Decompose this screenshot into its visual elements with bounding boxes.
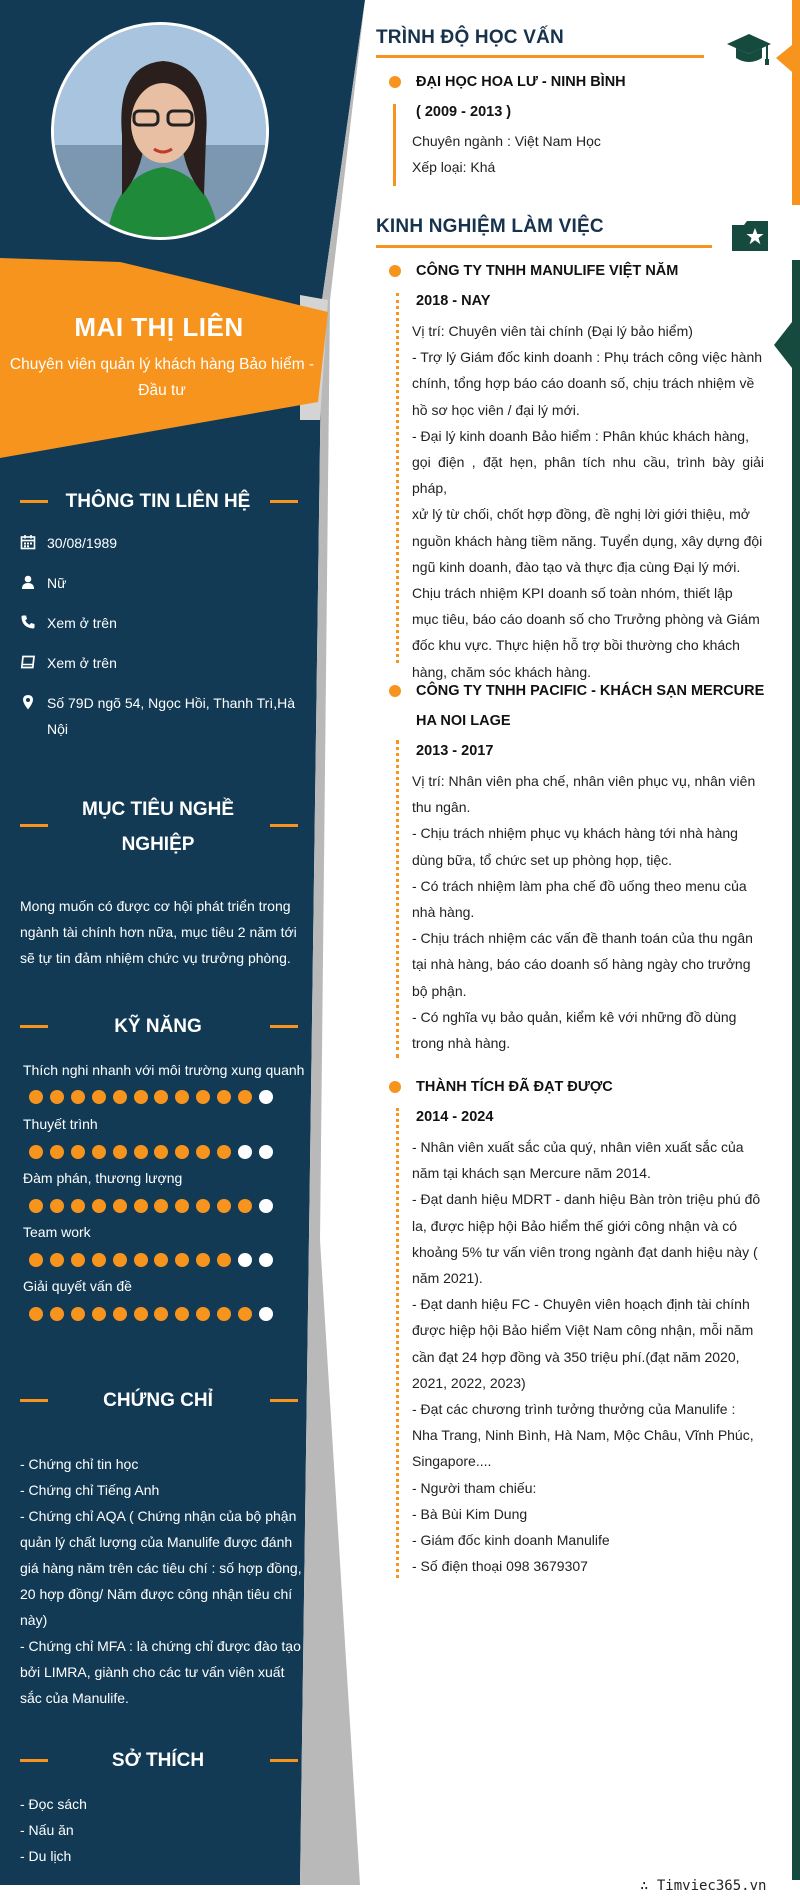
heading-dash-left bbox=[20, 1759, 48, 1762]
objective-line: Mong muốn có được cơ hội phát triển trong bbox=[20, 898, 291, 914]
skill-dot-empty bbox=[259, 1307, 273, 1321]
email-icon bbox=[20, 654, 36, 670]
heading-dash-left bbox=[20, 1399, 48, 1402]
achievement-line: - Người tham chiếu: bbox=[412, 1479, 537, 1496]
objective-heading-line-2: NGHIỆP bbox=[121, 834, 195, 855]
skill-dot-filled bbox=[71, 1199, 85, 1213]
timeline-dotted-line bbox=[396, 293, 399, 663]
education-heading-rule bbox=[376, 55, 704, 58]
job-company-line-1: CÔNG TY TNHH PACIFIC - KHÁCH SẠN MERCURE bbox=[416, 683, 765, 699]
profile-title-line-2: Đầu tư bbox=[138, 382, 186, 399]
job-line: nguồn khách hàng tiềm năng. Tuyển dụng, xây dựng đội bbox=[412, 532, 763, 549]
job-line: - Có trách nhiệm làm pha chế đồ uống theo menu của bbox=[412, 877, 747, 894]
job-company-line-2: HA NOI LAGE bbox=[416, 713, 511, 729]
contact-address-line-1: Số 79D ngõ 54, Ngọc Hồi, Thanh Trì,Hà bbox=[47, 695, 295, 711]
skill-dot-filled bbox=[134, 1090, 148, 1104]
achievement-line: năm tại khách sạn Mercure năm 2014. bbox=[412, 1165, 651, 1182]
education-period: ( 2009 - 2013 ) bbox=[416, 104, 512, 120]
contact-gender bbox=[20, 570, 300, 596]
job-line: tại nhà hàng, báo cáo doanh số hàng ngày cho trưởng bbox=[412, 956, 751, 973]
skill-dot-empty bbox=[259, 1145, 273, 1159]
hobbies-list bbox=[20, 1791, 302, 1869]
user-icon bbox=[20, 574, 36, 590]
certificates-list bbox=[20, 1451, 302, 1711]
skill-name: Thuyết trình bbox=[23, 1116, 98, 1132]
certificate-line: - Chứng chỉ Tiếng Anh bbox=[20, 1482, 160, 1498]
skill-dot-filled bbox=[29, 1145, 43, 1159]
job-period: 2013 - 2017 bbox=[416, 743, 494, 759]
timeline-bullet bbox=[389, 685, 401, 697]
heading-dash-right bbox=[270, 1759, 298, 1762]
skill-dot-filled bbox=[217, 1199, 231, 1213]
skill-dot-filled bbox=[50, 1307, 64, 1321]
skill-dot-filled bbox=[238, 1090, 252, 1104]
job-line: trong nhà hàng. bbox=[412, 1035, 511, 1052]
skill-dot-empty bbox=[259, 1090, 273, 1104]
education-line: Chuyên ngành : Việt Nam Học bbox=[412, 133, 601, 149]
job-line: nhà hàng. bbox=[412, 904, 475, 921]
skill-dot-filled bbox=[113, 1090, 127, 1104]
hobbies-heading-text: SỞ THÍCH bbox=[111, 1750, 205, 1771]
location-icon bbox=[20, 694, 36, 710]
objective-heading bbox=[18, 792, 298, 862]
achievement-line: - Số điện thoại 098 3679307 bbox=[412, 1558, 588, 1575]
job-line: - Có nghĩa vụ bảo quản, kiểm kê với những đồ dùng bbox=[412, 1008, 737, 1025]
certificate-line: giá hàng năm trên các tiêu chí : số hợp đồng, bbox=[20, 1560, 302, 1576]
skill-dot-filled bbox=[217, 1090, 231, 1104]
achievement-line: Singapore.... bbox=[412, 1453, 492, 1470]
contact-gender-text: Nữ bbox=[47, 575, 67, 591]
heading-dash-left bbox=[20, 500, 48, 503]
skill-dot-filled bbox=[92, 1090, 106, 1104]
objective-text bbox=[20, 893, 302, 971]
skill-name: Thích nghi nhanh với môi trường xung quanh bbox=[23, 1062, 305, 1078]
achievements-heading: THÀNH TÍCH ĐÃ ĐẠT ĐƯỢC bbox=[416, 1079, 613, 1095]
skill-dot-filled bbox=[71, 1253, 85, 1267]
contact-address bbox=[20, 690, 300, 742]
job-line: ngũ kinh doanh, đào tạo và thực địa cùng Đại lý mới. bbox=[412, 558, 741, 575]
objective-line: ngành tài chính hơn nữa, mục tiêu 2 năm tới bbox=[20, 924, 297, 940]
hobby-line: - Nấu ăn bbox=[20, 1822, 74, 1838]
job-description bbox=[412, 318, 764, 685]
skill-dot-filled bbox=[134, 1307, 148, 1321]
achievement-line: được hiệp hội Bảo hiểm Việt Nam công nhận, mỗi năm bbox=[412, 1322, 754, 1339]
job-line: đốc khu vực. Thực hiện hỗ trợ bồi thường cho khách bbox=[412, 637, 740, 654]
job-line: xử lý từ chối, chốt hợp đồng, đề nghị lời giới thiệu, mở bbox=[412, 506, 750, 523]
skill-dot-empty bbox=[238, 1253, 252, 1267]
skill-dot-filled bbox=[238, 1199, 252, 1213]
certificates-heading-text: CHỨNG CHỈ bbox=[103, 1390, 213, 1411]
graduation-cap-icon bbox=[726, 32, 772, 68]
skill-dot-filled bbox=[29, 1090, 43, 1104]
heading-dash-right bbox=[270, 1399, 298, 1402]
skill-dot-filled bbox=[92, 1307, 106, 1321]
skill-dot-filled bbox=[71, 1090, 85, 1104]
certificate-line: 20 hợp đồng/ Năm được công nhận tiêu chí bbox=[20, 1586, 293, 1602]
heading-dash-right bbox=[270, 824, 298, 827]
certificates-heading bbox=[18, 1383, 298, 1418]
hobby-line: - Du lịch bbox=[20, 1848, 72, 1864]
achievement-line: - Giám đốc kinh doanh Manulife bbox=[412, 1532, 610, 1549]
achievement-line: 2021, 2022, 2023) bbox=[412, 1374, 526, 1391]
certificate-line: quản lý chất lượng của Manulife được đánh bbox=[20, 1534, 293, 1550]
job-line: Chịu trách nhiệm KPI doanh số toàn nhóm, thiết lập bbox=[412, 585, 733, 602]
skill-dot-filled bbox=[134, 1145, 148, 1159]
skill-dot-filled bbox=[92, 1199, 106, 1213]
job-line: mục tiêu, báo cáo doanh số cho Trưởng phòng và Giám bbox=[412, 611, 760, 628]
skill-dot-filled bbox=[50, 1145, 64, 1159]
heading-dash-left bbox=[20, 824, 48, 827]
objective-heading-line-1: MỤC TIÊU NGHỀ bbox=[82, 799, 234, 820]
watermark: ∴ Timviec365.vn bbox=[640, 1878, 767, 1894]
timeline-bullet bbox=[389, 1081, 401, 1093]
folder-star-icon bbox=[730, 219, 770, 253]
job-line: hồ sơ học viên / đại lý mới. bbox=[412, 401, 580, 418]
skill-dot-filled bbox=[71, 1307, 85, 1321]
job-period: 2018 - NAY bbox=[416, 293, 491, 309]
skill-dot-filled bbox=[134, 1199, 148, 1213]
certificate-line: - Chứng chỉ tin học bbox=[20, 1456, 139, 1472]
skill-dot-filled bbox=[50, 1090, 64, 1104]
achievement-line: - Nhân viên xuất sắc của quý, nhân viên xuất sắc của bbox=[412, 1139, 744, 1155]
contact-phone-text: Xem ở trên bbox=[47, 615, 117, 631]
timeline-dotted-line bbox=[396, 1108, 399, 1578]
profile-title-line-1: Chuyên viên quản lý khách hàng Bảo hiểm - bbox=[9, 356, 315, 373]
skill-dot-filled bbox=[217, 1145, 231, 1159]
certificate-line: - Chứng chỉ MFA : là chứng chỉ được đào tạo bbox=[20, 1638, 301, 1654]
experience-heading: KINH NGHIỆM LÀM VIỆC bbox=[376, 216, 604, 237]
job-line: chính, tổng hợp báo cáo doanh số, chịu trách nhiệm về bbox=[412, 375, 755, 392]
phone-icon bbox=[20, 614, 36, 630]
contact-heading-text: THÔNG TIN LIÊN HỆ bbox=[65, 491, 251, 512]
job-line: thu ngân. bbox=[412, 799, 471, 816]
skill-dot-filled bbox=[217, 1307, 231, 1321]
education-heading: TRÌNH ĐỘ HỌC VẤN bbox=[376, 27, 564, 48]
achievement-line: - Đạt danh hiệu FC - Chuyên viên hoạch định tài chính bbox=[412, 1296, 750, 1313]
job-line: bộ phận. bbox=[412, 982, 467, 999]
profile-name: MAI THỊ LIÊN bbox=[74, 312, 244, 342]
skill-name: Team work bbox=[23, 1224, 91, 1240]
achievement-line: la, được hiệp hội Bảo hiểm thế giới công nhận và có bbox=[412, 1217, 738, 1234]
skill-dot-filled bbox=[113, 1253, 127, 1267]
job-company: CÔNG TY TNHH MANULIFE VIỆT NĂM bbox=[416, 263, 679, 279]
hobbies-heading bbox=[18, 1743, 298, 1778]
skill-dot-filled bbox=[134, 1253, 148, 1267]
profile-title bbox=[6, 352, 318, 404]
timeline-bullet bbox=[389, 76, 401, 88]
avatar bbox=[51, 22, 269, 240]
contact-birthday-text: 30/08/1989 bbox=[47, 535, 118, 551]
heading-dash-right bbox=[270, 500, 298, 503]
contact-phone bbox=[20, 610, 300, 636]
skill-dot-filled bbox=[113, 1199, 127, 1213]
avatar-portrait bbox=[54, 25, 269, 240]
calendar-icon bbox=[20, 534, 36, 550]
skill-dot-filled bbox=[113, 1145, 127, 1159]
certificate-line: này) bbox=[20, 1612, 48, 1628]
achievement-line: cần đạt 24 hợp đồng và 350 triệu phí.(đạt năm 2020, bbox=[412, 1348, 740, 1365]
education-school: ĐẠI HỌC HOA LƯ - NINH BÌNH bbox=[416, 74, 626, 90]
skill-dot-filled bbox=[217, 1253, 231, 1267]
job-line: - Trợ lý Giám đốc kinh doanh : Phụ trách công việc hành bbox=[412, 349, 763, 366]
skill-dot-empty bbox=[259, 1199, 273, 1213]
skill-dot-filled bbox=[71, 1145, 85, 1159]
achievement-line: - Bà Bùi Kim Dung bbox=[412, 1505, 528, 1522]
contact-email bbox=[20, 650, 300, 676]
skill-dot-filled bbox=[50, 1253, 64, 1267]
skill-dot-filled bbox=[50, 1199, 64, 1213]
skill-dot-empty bbox=[238, 1145, 252, 1159]
contact-heading bbox=[18, 484, 298, 519]
achievement-line: năm 2021). bbox=[412, 1270, 483, 1287]
job-line: - Chịu trách nhiệm phục vụ khách hàng tới nhà hàng bbox=[412, 825, 738, 842]
achievement-line: - Đạt các chương trình tưởng thưởng của Manulife : bbox=[412, 1401, 736, 1418]
hobby-line: - Đọc sách bbox=[20, 1796, 87, 1812]
skills-heading bbox=[18, 1009, 298, 1044]
achievement-line: khoảng 5% tư vấn viên trong ngành đạt danh hiệu này ( bbox=[412, 1243, 758, 1260]
certificate-line: - Chứng chỉ AQA ( Chứng nhận của bộ phận bbox=[20, 1508, 297, 1524]
skill-dot-filled bbox=[29, 1253, 43, 1267]
skill-dot-filled bbox=[92, 1145, 106, 1159]
contact-email-text: Xem ở trên bbox=[47, 655, 117, 671]
achievements-description bbox=[412, 1134, 764, 1579]
skill-dot-filled bbox=[238, 1307, 252, 1321]
skill-name: Giải quyết vấn đề bbox=[23, 1278, 132, 1294]
job-line: dùng bữa, tổ chức set up phòng họp, tiệc. bbox=[412, 851, 673, 868]
job-line: hàng, chăm sóc khách hàng. bbox=[412, 663, 592, 680]
job-line: Vị trí: Nhân viên pha chế, nhân viên phục vụ, nhân viên bbox=[412, 773, 756, 789]
contact-address-line-2: Nội bbox=[47, 721, 69, 737]
achievement-line: - Đạt danh hiệu MDRT - danh hiệu Bàn tròn triệu phú đô bbox=[412, 1191, 761, 1208]
job-line: - Chịu trách nhiệm các vấn đề thanh toán của thu ngân bbox=[412, 930, 753, 947]
heading-dash-right bbox=[270, 1025, 298, 1028]
education-timeline-line bbox=[393, 104, 396, 186]
skill-name: Đàm phán, thương lượng bbox=[23, 1170, 183, 1186]
heading-dash-left bbox=[20, 1025, 48, 1028]
certificate-line: bởi LIMRA, giành cho các tư vấn viên xuất bbox=[20, 1664, 285, 1680]
achievements-period: 2014 - 2024 bbox=[416, 1109, 494, 1125]
job-line: Vị trí: Chuyên viên tài chính (Đại lý bảo hiểm) bbox=[412, 323, 693, 339]
certificate-line: sắc của Manulife. bbox=[20, 1690, 129, 1706]
achievement-line: Nha Trang, Ninh Bình, Hà Nam, Mộc Châu, Vĩnh Phúc, bbox=[412, 1427, 754, 1444]
objective-line: sẽ tự tin đảm nhiệm chức vụ trưởng phòng. bbox=[20, 950, 291, 966]
job-line: gọi điện , đặt hẹn, phân tích nhu cầu, trình bày giải pháp, bbox=[412, 454, 764, 497]
skill-dot-empty bbox=[259, 1253, 273, 1267]
experience-heading-rule bbox=[376, 245, 712, 248]
contact-birthday bbox=[20, 530, 300, 556]
job-line: - Đại lý kinh doanh Bảo hiểm : Phân khúc khách hàng, bbox=[412, 427, 749, 444]
skill-dot-filled bbox=[29, 1307, 43, 1321]
skill-dot-filled bbox=[92, 1253, 106, 1267]
skill-dot-filled bbox=[29, 1199, 43, 1213]
education-line: Xếp loại: Khá bbox=[412, 159, 496, 176]
timeline-dotted-line bbox=[396, 740, 399, 1058]
education-details bbox=[412, 128, 764, 180]
job-description bbox=[412, 768, 764, 1056]
skill-dot-filled bbox=[113, 1307, 127, 1321]
skills-heading-text: KỸ NĂNG bbox=[114, 1016, 202, 1037]
timeline-bullet bbox=[389, 265, 401, 277]
